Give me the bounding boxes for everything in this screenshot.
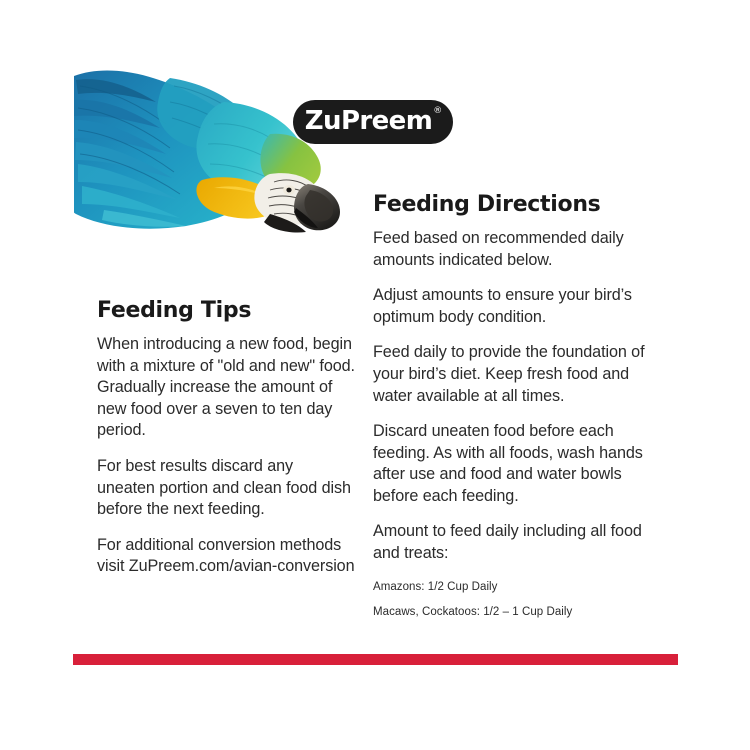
zupreem-logo-text: ZuPreem: [304, 106, 433, 136]
feeding-tips-section: [97, 298, 355, 578]
zupreem-logo: [293, 100, 453, 144]
feeding-directions-paragraph: Amount to feed daily including all food and treats:: [373, 522, 642, 562]
feeding-directions-paragraph: Feed based on recommended daily amounts indicated below.: [373, 229, 624, 269]
feeding-amount-item: Macaws, Cockatoos: 1/2 – 1 Cup Daily: [373, 606, 573, 619]
feeding-tips-paragraph: For best results discard any uneaten portion and clean food dish before the next feeding.: [97, 457, 351, 519]
feeding-directions-paragraph: Feed daily to provide the foundation of your bird’s diet. Keep fresh food and water available at all times.: [373, 343, 645, 405]
feeding-amounts-list: [373, 580, 655, 620]
feeding-amount-item: Amazons: 1/2 Cup Daily: [373, 581, 498, 594]
feeding-tips-heading: Feeding Tips: [97, 298, 252, 323]
feeding-directions-paragraph: Discard uneaten food before each feeding. As with all foods, wash hands after use and food and water bowls before each feeding.: [373, 422, 643, 505]
macaw-illustration-svg: [74, 62, 342, 234]
feeding-tips-paragraph: When introducing a new food, begin with a mixture of "old and new" food. Gradually increase the amount of new food over a seven to ten day period.: [97, 335, 355, 440]
feeding-directions-section: [373, 192, 655, 620]
macaw-illustration: [74, 62, 342, 234]
feeding-tips-paragraph: For additional conversion methods visit ZuPreem.com/avian-conversion: [97, 535, 355, 576]
registered-trademark-icon: ®: [433, 105, 443, 116]
feeding-directions-heading: Feeding Directions: [373, 192, 601, 217]
feeding-directions-paragraph: Adjust amounts to ensure your bird’s optimum body condition.: [373, 286, 632, 326]
accent-bar: [73, 654, 678, 665]
